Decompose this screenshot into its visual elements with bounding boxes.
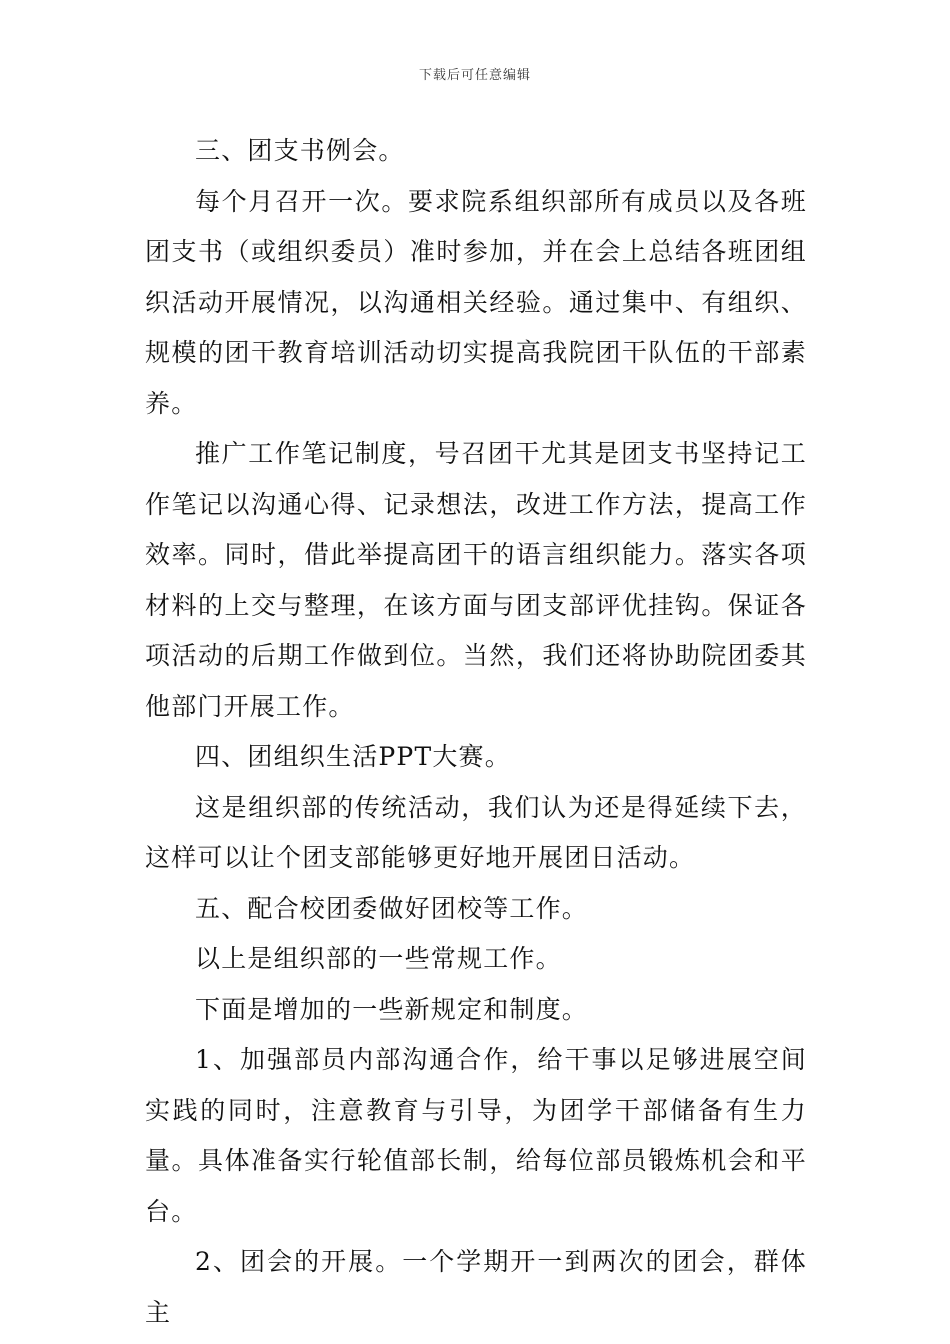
document-body: [145, 126, 807, 1338]
section-heading-3: 三、团支书例会。: [195, 136, 405, 165]
page-header-note: 下载后可任意编辑: [418, 68, 531, 83]
paragraph: 以上是组织部的一些常规工作。: [195, 944, 562, 973]
paragraph: 每个月召开一次。要求院系组织部所有成员以及各班团支书（或组织委员）准时参加，并在会上总结各班团组织活动开展情况，以沟通相关经验。通过集中、有组织、规模的团干教育培训活动切实提高我院团干队伍的干部素养。: [145, 186, 807, 418]
paragraph: 下面是增加的一些新规定和制度。: [195, 994, 589, 1024]
section-heading-5: 五、配合校团委做好团校等工作。: [195, 893, 589, 923]
paragraph: 推广工作笔记制度，号召团干尤其是团支书坚持记工作笔记以沟通心得、记录想法，改进工作方法，提高工作效率。同时，借此举提高团干的语言组织能力。落实各项材料的上交与整理，在该方面与团支部评优挂钩。保证各项活动的后期工作做到位。当然，我们还将协助院团委其他部门开展工作。: [145, 439, 807, 721]
list-item-1: 1、加强部员内部沟通合作，给干事以足够进展空间实践的同时，注意教育与引导，为团学干部储备有生力量。具体准备实行轮值部长制，给每位部员锻炼机会和平台。: [145, 1045, 807, 1226]
section-heading-4: 四、团组织生活PPT大赛。: [195, 742, 511, 771]
paragraph: 这是组织部的传统活动，我们认为还是得延续下去，这样可以让个团支部能够更好地开展团日活动。: [145, 792, 807, 872]
list-item-2: 2、团会的开展。一个学期开一到两次的团会，群体主: [145, 1247, 807, 1327]
